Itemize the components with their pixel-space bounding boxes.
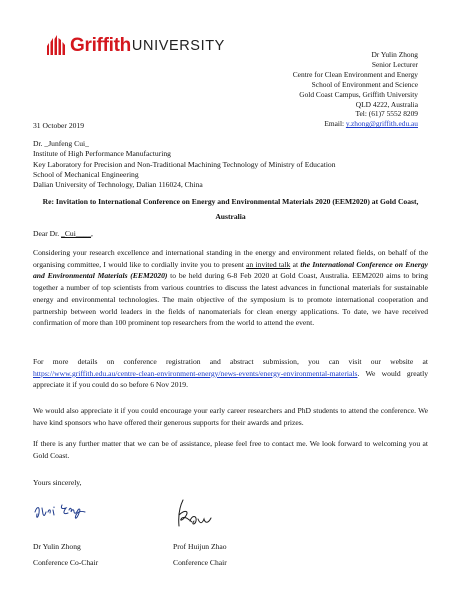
signatory-1 xyxy=(33,539,98,571)
body-paragraph-4: If there is any further matter that we can be of assistance, please feel free to contact me. We look forward to welcoming you at Gold Coast. xyxy=(33,439,428,460)
sender-centre: Centre for Clean Environment and Energy xyxy=(292,69,418,79)
closing-line: Yours sincerely, xyxy=(33,478,82,487)
p1-text-a: Considering your research excellence and international standing in the energy and environment related fields, on behalf of the organising committee, I would like to cordially invite you to present xyxy=(33,248,428,269)
signatory-1-name: Dr Yulin Zhong xyxy=(33,542,81,551)
sender-email-link[interactable]: y.zhong@griffith.edu.au xyxy=(345,119,418,129)
p2-text-b: . We would greatly appreciate it if you could do so before 6 Nov 2019. xyxy=(33,368,428,390)
sender-address: QLD 4222, Australia xyxy=(355,99,418,109)
recipient-line-1: Institute of High Performance Manufacturing xyxy=(33,149,171,159)
p1-text-c: at xyxy=(290,259,301,269)
griffith-logo xyxy=(46,30,225,56)
p1-conference-name: the International Conference on Energy and Environmental Materials (EEM2020) xyxy=(33,259,428,281)
sender-email-line xyxy=(293,119,418,129)
sender-address-block xyxy=(293,50,418,129)
sender-name: Dr Yulin Zhong xyxy=(371,50,418,59)
recipient-line-3: School of Mechanical Engineering xyxy=(33,169,139,179)
recipient-block xyxy=(33,139,336,190)
signatory-1-role: Conference Co-Chair xyxy=(33,558,99,567)
sender-title: Senior Lecturer xyxy=(371,59,418,69)
body-paragraph-3: We would also appreciate it if you could encourage your early career researchers and PhD students to attend the conference. We have kind sponsors who have offered their generous supports for their awards and prizes. xyxy=(33,406,428,427)
sender-campus: Gold Coast Campus, Griffith University xyxy=(299,89,418,99)
salutation-suffix: , xyxy=(91,229,93,238)
body-paragraph-2 xyxy=(33,356,428,391)
salutation xyxy=(33,228,93,239)
logo-suffix-text: UNIVERSITY xyxy=(131,38,225,54)
recipient-line-4: Dalian University of Technology, Dalian 116024, China xyxy=(33,180,203,190)
letter-date: 31 October 2019 xyxy=(33,121,85,130)
signature-zhao xyxy=(173,497,217,531)
sender-tel: Tel: (61)7 5552 8209 xyxy=(355,109,418,119)
signatory-2-role: Conference Chair xyxy=(173,558,227,567)
body-paragraph-1 xyxy=(33,247,428,329)
signature-zhong xyxy=(33,500,113,522)
recipient-line-2: Key Laboratory for Precision and Non-Traditional Machining Technology of Ministry of Education xyxy=(33,159,336,169)
sender-email-label: Email: xyxy=(324,119,345,129)
salutation-name: _Cui____ xyxy=(61,229,92,238)
recipient-name: _Junfeng Cui_ xyxy=(44,139,89,148)
conference-website-link[interactable]: https://www.griffith.edu.au/centre-clean-environment-energy/news-events/energy-environmental-materials xyxy=(33,368,358,378)
letter-subject: Re: Invitation to International Conference on Energy and Environmental Materials 2020 (EEM2020) at Gold Coast, Australia xyxy=(42,197,419,221)
p1-invited-talk: an invited talk xyxy=(246,259,291,269)
p1-text-e: to be held during 6-8 Feb 2020 at Gold Coast, Australia. EEM2020 aims to bring together a number of top scientists from various countries to discuss the latest advances in functional materials for sustainable energy and environmental technologies. The main objective of the symposium is to promote international cooperation and partnership between world leaders in the fields of nanomaterials for clean energy applications. To date, we have received confirmation of more than 100 prominent top researchers from the world to attend the event. xyxy=(33,271,429,328)
salutation-prefix: Dear Dr. xyxy=(33,229,62,238)
signatory-2-name: Prof Huijun Zhao xyxy=(173,542,227,551)
recipient-name-prefix: Dr. xyxy=(33,139,45,148)
signatory-2 xyxy=(173,539,227,571)
sender-school: School of Environment and Science xyxy=(311,79,418,89)
griffith-flame-icon xyxy=(46,34,68,56)
recipient-name-line xyxy=(33,139,336,149)
logo-brand-text: Griffith xyxy=(70,35,131,56)
p2-text-a: For more details on conference registration and abstract submission, you can visit our website at xyxy=(33,357,428,366)
